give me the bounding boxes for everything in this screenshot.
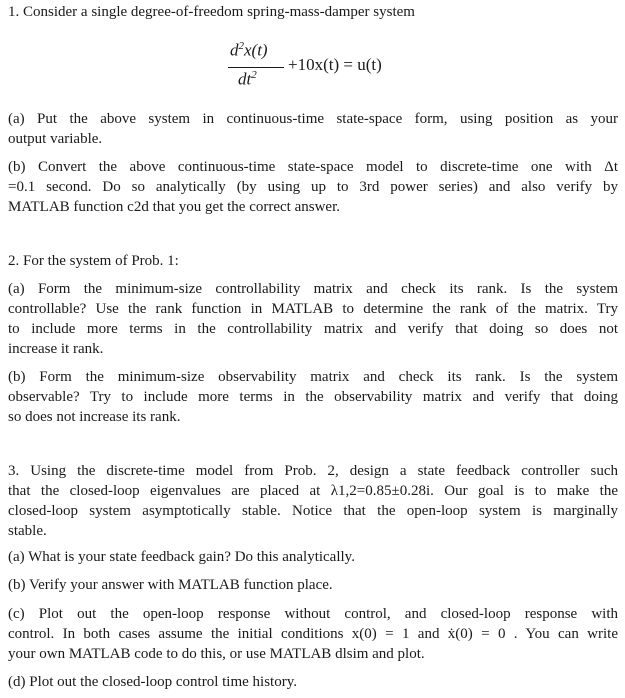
problem2-part-a-line1: (a) Form the minimum-size controllability matrix and check its rank. Is the system bbox=[8, 281, 618, 297]
problem1-part-a-line2: output variable. bbox=[8, 131, 103, 147]
equation-numerator: $d^2x(t)$ bbox=[230, 40, 268, 60]
problem2-part-b-line1: (b) Form the minimum-size observability matrix and check its rank. Is the system bbox=[8, 369, 618, 385]
problem1-part-b-line1: (b) Convert the above continuous-time state-space model to discrete-time one with Δt bbox=[8, 159, 618, 175]
equation-fraction-bar bbox=[228, 67, 284, 68]
problem3-part-c-line3: your own MATLAB code to do this, or use MATLAB dlsim and plot. bbox=[8, 646, 425, 662]
problem1-equation bbox=[226, 38, 446, 90]
problem1-heading: 1. Consider a single degree-of-freedom spring-mass-damper system bbox=[8, 4, 415, 20]
problem3-intro-line2: that the closed-loop eigenvalues are placed at λ1,2=0.85±0.28i. Our goal is to make the bbox=[8, 483, 618, 499]
problem3-part-c-line2: control. In both cases assume the initial conditions x(0) = 1 and ẋ(0) = 0 . You can write bbox=[8, 626, 618, 642]
equation-denominator: $dt^2$ bbox=[238, 69, 257, 89]
problem3-intro-line3: closed-loop system asymptotically stable. Notice that the open-loop system is marginally bbox=[8, 503, 618, 519]
problem2-part-b-line2: observable? Try to include more terms in the observability matrix and verify that doing bbox=[8, 389, 618, 405]
problem3-part-a: (a) What is your state feedback gain? Do this analytically. bbox=[8, 549, 355, 565]
problem3-part-d: (d) Plot out the closed-loop control time history. bbox=[8, 674, 297, 690]
equation-rhs: +10x(t) = u(t) bbox=[288, 55, 382, 74]
problem2-heading: 2. For the system of Prob. 1: bbox=[8, 253, 179, 269]
problem3-intro-line4: stable. bbox=[8, 523, 47, 539]
problem3-part-c-line1: (c) Plot out the open-loop response without control, and closed-loop response with bbox=[8, 606, 618, 622]
problem3-intro-line1: 3. Using the discrete-time model from Prob. 2, design a state feedback controller such bbox=[8, 463, 618, 479]
problem2-part-b-line3: so does not increase its rank. bbox=[8, 409, 181, 425]
problem2-part-a-line2: controllable? Use the rank function in MATLAB to determine the rank of the matrix. Try bbox=[8, 301, 618, 317]
problem3-part-b: (b) Verify your answer with MATLAB function place. bbox=[8, 577, 333, 593]
problem2-part-a-line4: increase it rank. bbox=[8, 341, 104, 357]
problem2-part-a-line3: to include more terms in the controllability matrix and verify that doing so does not bbox=[8, 321, 618, 337]
problem1-part-b-line2: =0.1 second. Do so analytically (by using up to 3rd power series) and also verify by bbox=[8, 179, 618, 195]
problem1-part-a-line1: (a) Put the above system in continuous-time state-space form, using position as your bbox=[8, 111, 618, 127]
problem1-part-b-line3: MATLAB function c2d that you get the correct answer. bbox=[8, 199, 340, 215]
